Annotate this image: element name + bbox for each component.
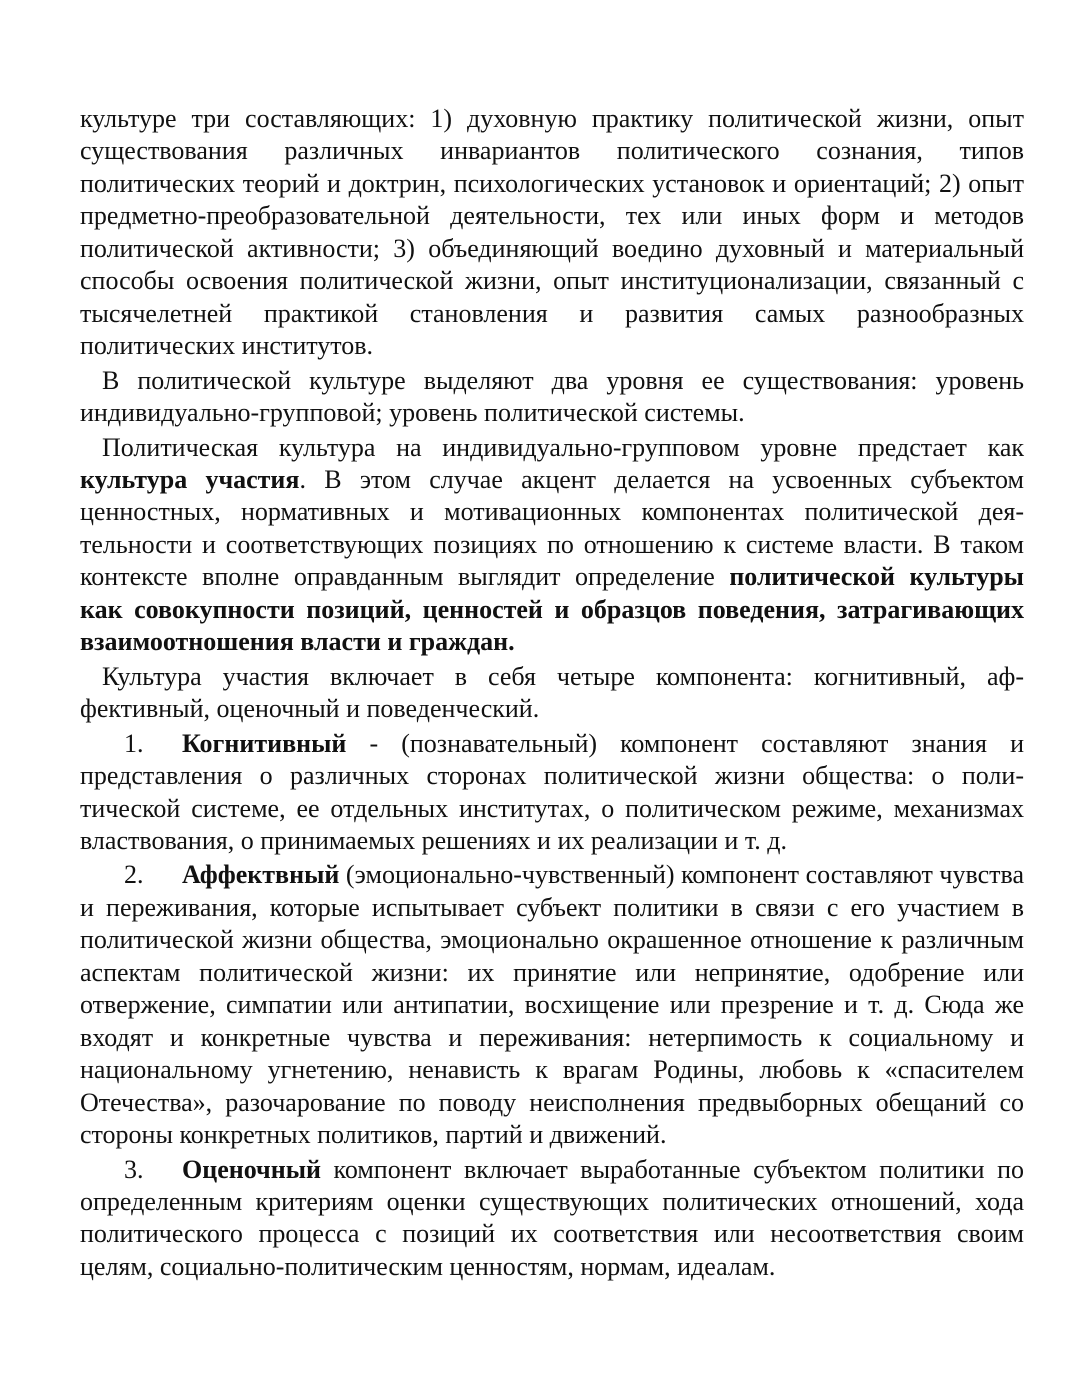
paragraph-text: В политической культуре выделяют два уровня ее существования: уровень индивидуально-групповой; уровень политической системы. [80, 365, 1024, 428]
paragraph-text: культуре три составляющих: 1) духовную практику политической жизни, опыт существования различных инвариантов политического сознания, типов политических теорий и доктрин, психологических установок и ориентаций; 2) опыт предметно-преобразовательной деятельности, тех или иных форм и методов политической активности; 3) объединяющий воедино духовный и материальный способы освоения политической жизни, опыт институционализации, связанный с тысячелетней практикой становления и развития самых разнообразных политических институтов. [80, 104, 1024, 361]
paragraph-components [80, 103, 1024, 363]
list-item-text: (эмоционально-чувственный) компонент составляют чувства и переживания, которые испытывает субъект политики в связи с его участием в политической жизни общества, эмоционально окрашенное отношение к различным аспектам политической жизни: их принятие или непринятие, одобрение или отвержение, симпатии или антипатии, восхищение или презрение и т. д. Сюда же входят и конкретные чувства и переживания: нетерпимость к социальному и национальному угнетению, ненависть к врагам Родины, любовь к «спасителем Отечества», разочарование по поводу неисполнения предвыборных обещаний со стороны конкретных политиков, партий и движений. [80, 860, 1024, 1150]
list-item-text: - (познавательный) компонент составляют знания и представления о различных сторонах политической жизни общества: о политической системе, ее отдельных институтах, о политическом режиме, механизмах властвования, о принимаемых решениях и их реализации и т. д. [80, 728, 1024, 855]
list-item-number: 2. [124, 860, 144, 890]
list-item-term: Когнитивный [182, 728, 347, 758]
document-text [80, 103, 1024, 1283]
bold-definition: политической культуры как совокупности позиций, ценностей и образцов поведения, затрагивающих взаимоотношения власти и граждан. [80, 562, 1024, 657]
paragraph-text: Политическая культура на индивидуально-групповом уровне предстает как [102, 432, 1024, 462]
paragraph-levels [80, 365, 1024, 430]
paragraph-four-components [80, 661, 1024, 726]
list-item-term: Аффектвный [182, 860, 340, 890]
list-item-affective [80, 859, 1024, 1151]
paragraph-text: . В этом случае акцент делается на усвоенных субъектом ценностных, нормативных и мотивационных компонентах политической деятельности и соответствующих позициях по отношению к системе власти. В таком контексте вполне оправданным выглядит определение [80, 464, 1024, 592]
list-item-term: Оценочный [182, 1154, 321, 1184]
list-item-cognitive [80, 728, 1024, 858]
list-item-number: 3. [124, 1154, 144, 1184]
paragraph-participation [80, 432, 1024, 659]
list-item-evaluative [80, 1154, 1024, 1284]
bold-term: культура участия [80, 464, 300, 494]
list-item-text: компонент включает выработанные субъектом политики по определенным критериям оценки существующих политических отношений, хода политического процесса с позиций их соответствия или несоответствия своим целям, социально-политическим ценностям, нормам, идеалам. [80, 1154, 1024, 1281]
paragraph-text: Культура участия включает в себя четыре компонента: когнитивный, аффективный, оценочный и поведенческий. [80, 661, 1024, 724]
list-item-number: 1. [124, 728, 144, 758]
